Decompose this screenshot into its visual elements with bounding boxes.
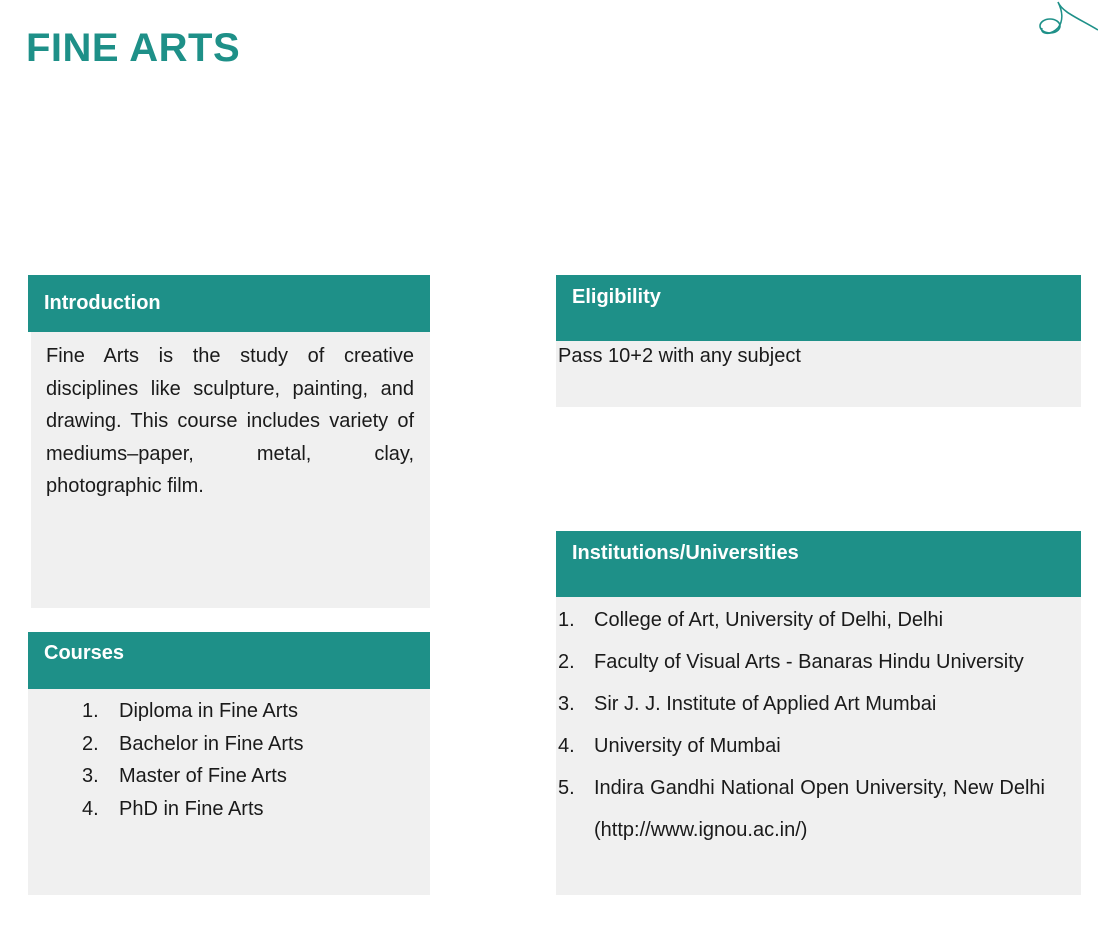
- list-item: 5. Indira Gandhi National Open University, New Delhi (http://www.ignou.ac.in/): [558, 767, 1045, 851]
- list-item: 4. University of Mumbai: [558, 725, 1045, 767]
- introduction-text: Fine Arts is the study of creative disciplines like sculpture, painting, and drawing. This course includes variety of mediums–paper, metal, clay, photographic film.: [46, 345, 414, 497]
- institution-item-label: Sir J. J. Institute of Applied Art Mumbai: [594, 693, 937, 715]
- introduction-heading: [28, 275, 430, 332]
- eligibility-card: [556, 275, 1081, 407]
- list-item: 1. College of Art, University of Delhi, Delhi: [558, 599, 1045, 641]
- courses-list: [28, 689, 430, 825]
- list-item: 4. PhD in Fine Arts: [82, 793, 430, 826]
- list-item: 2. Bachelor in Fine Arts: [82, 728, 430, 761]
- eligibility-heading-text: Eligibility: [572, 286, 661, 308]
- eligibility-heading: [556, 275, 1081, 341]
- course-item-label: Diploma in Fine Arts: [119, 700, 298, 722]
- page-title: FINE ARTS: [26, 26, 241, 70]
- institutions-list: [556, 597, 1081, 851]
- introduction-heading-text: Introduction: [44, 292, 161, 314]
- institution-item-label: Faculty of Visual Arts - Banaras Hindu University: [594, 651, 1024, 673]
- institutions-heading-text: Institutions/Universities: [572, 542, 799, 564]
- list-item: 3. Master of Fine Arts: [82, 760, 430, 793]
- institutions-card: [556, 531, 1081, 895]
- courses-heading: [28, 632, 430, 689]
- institution-item-label: Indira Gandhi National Open University, New Delhi (http://www.ignou.ac.in/): [594, 777, 1045, 841]
- institutions-heading: [556, 531, 1081, 597]
- list-item: 1. Diploma in Fine Arts: [82, 695, 430, 728]
- list-item: 2. Faculty of Visual Arts - Banaras Hindu University: [558, 641, 1045, 683]
- course-item-label: Bachelor in Fine Arts: [119, 732, 304, 755]
- institution-item-label: College of Art, University of Delhi, Delhi: [594, 609, 944, 631]
- swirl-icon: [1038, 0, 1098, 42]
- institution-item-label: University of Mumbai: [594, 735, 781, 757]
- course-item-label: PhD in Fine Arts: [119, 797, 264, 820]
- list-item: 3. Sir J. J. Institute of Applied Art Mumbai: [558, 683, 1045, 725]
- introduction-card: [31, 275, 430, 608]
- courses-card: [28, 632, 430, 895]
- course-item-label: Master of Fine Arts: [119, 765, 287, 787]
- courses-heading-text: Courses: [44, 642, 125, 664]
- eligibility-text: Pass 10+2 with any subject: [558, 345, 801, 367]
